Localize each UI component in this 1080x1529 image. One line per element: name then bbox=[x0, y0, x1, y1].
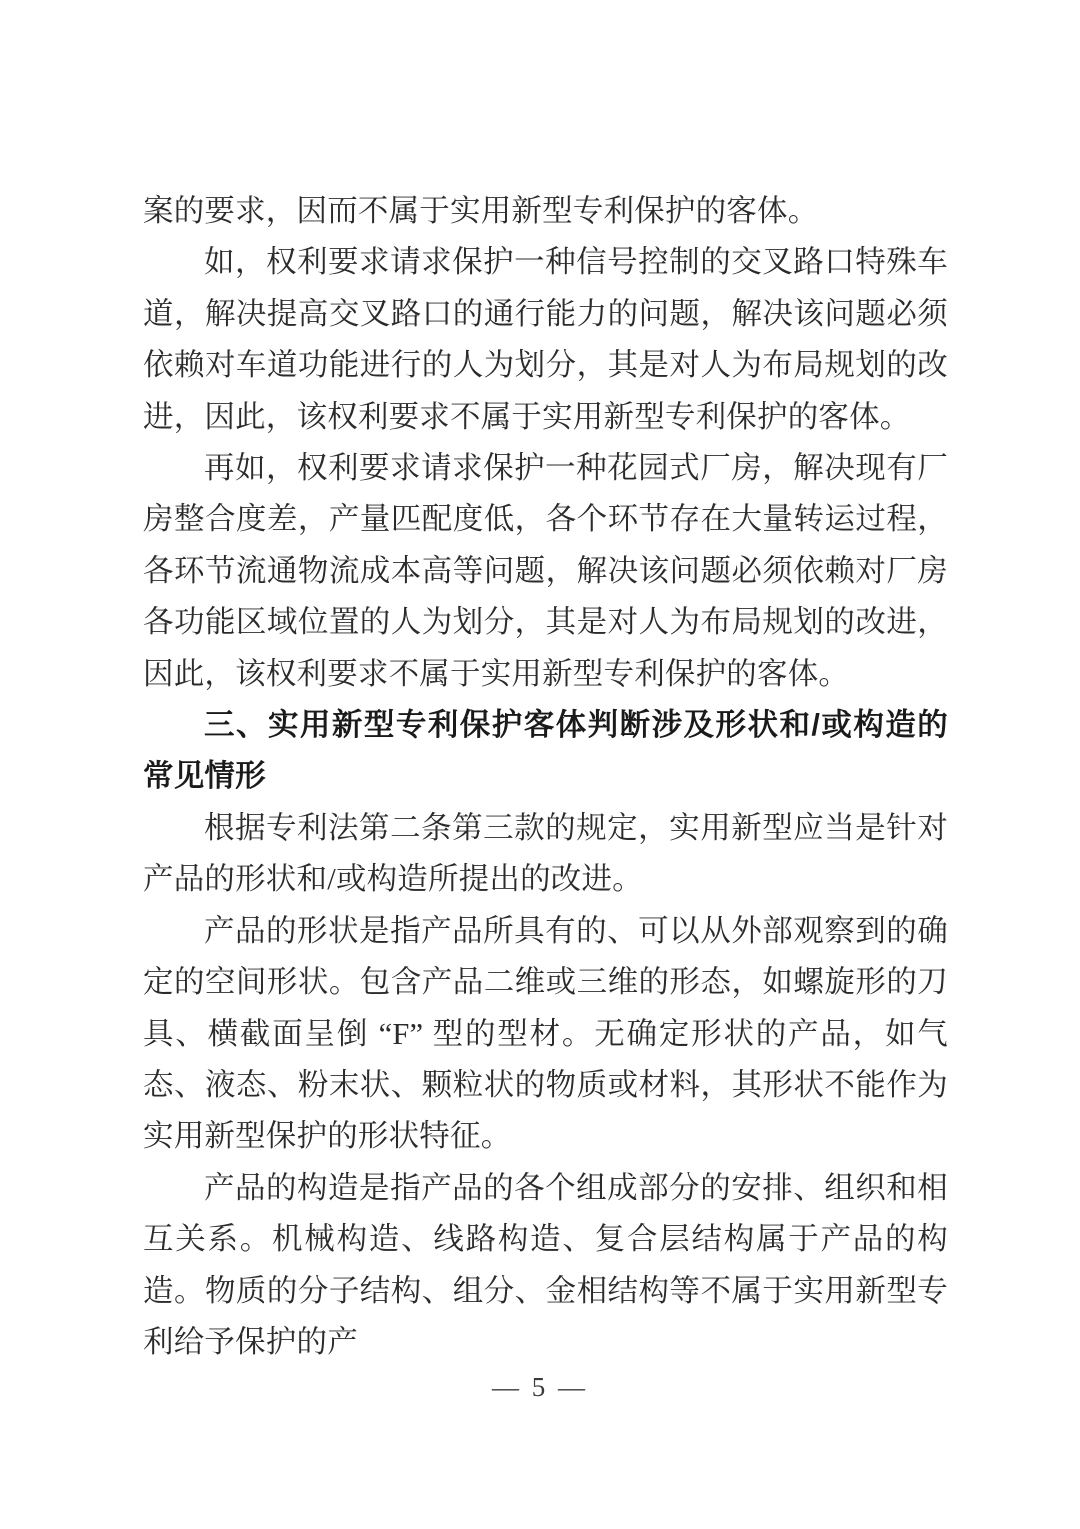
document-text-body bbox=[143, 186, 948, 1368]
page-number-footer: — 5 — bbox=[492, 1372, 588, 1402]
paragraph-product-shape: 产品的形状是指产品所具有的、可以从外部观察到的确定的空间形状。包含产品二维或三维的形态，如螺旋形的刀具、横截面呈倒 “F” 型的型材。无确定形状的产品，如气态、液态、粉末状、颗粒状的物质或材料，其形状不能作为实用新型保护的形状特征。 bbox=[143, 913, 948, 1154]
section-heading-three: 三、实用新型专利保护客体判断涉及形状和/或构造的常见情形 bbox=[143, 708, 948, 794]
paragraph-example-lane: 如，权利要求请求保护一种信号控制的交叉路口特殊车道，解决提高交叉路口的通行能力的问题，解决该问题必须依赖对车道功能进行的人为划分，其是对人为布局规划的改进，因此，该权利要求不属于实用新型专利保护的客体。 bbox=[143, 245, 948, 434]
paragraph-product-structure: 产品的构造是指产品的各个组成部分的安排、组织和相互关系。机械构造、线路构造、复合层结构属于产品的构造。物质的分子结构、组分、金相结构等不属于实用新型专利给予保护的产 bbox=[143, 1170, 948, 1359]
paragraph-continuation: 案的要求，因而不属于实用新型专利保护的客体。 bbox=[143, 194, 819, 228]
paragraph-patent-law-basis: 根据专利法第二条第三款的规定，实用新型应当是针对产品的形状和/或构造所提出的改进。 bbox=[143, 810, 948, 897]
paragraph-example-factory: 再如，权利要求请求保护一种花园式厂房，解决现有厂房整合度差，产量匹配度低，各个环节存在大量转运过程，各环节流通物流成本高等问题，解决该问题必须依赖对厂房各功能区域位置的人为划分，其是对人为布局规划的改进，因此，该权利要求不属于实用新型专利保护的客体。 bbox=[143, 451, 948, 691]
